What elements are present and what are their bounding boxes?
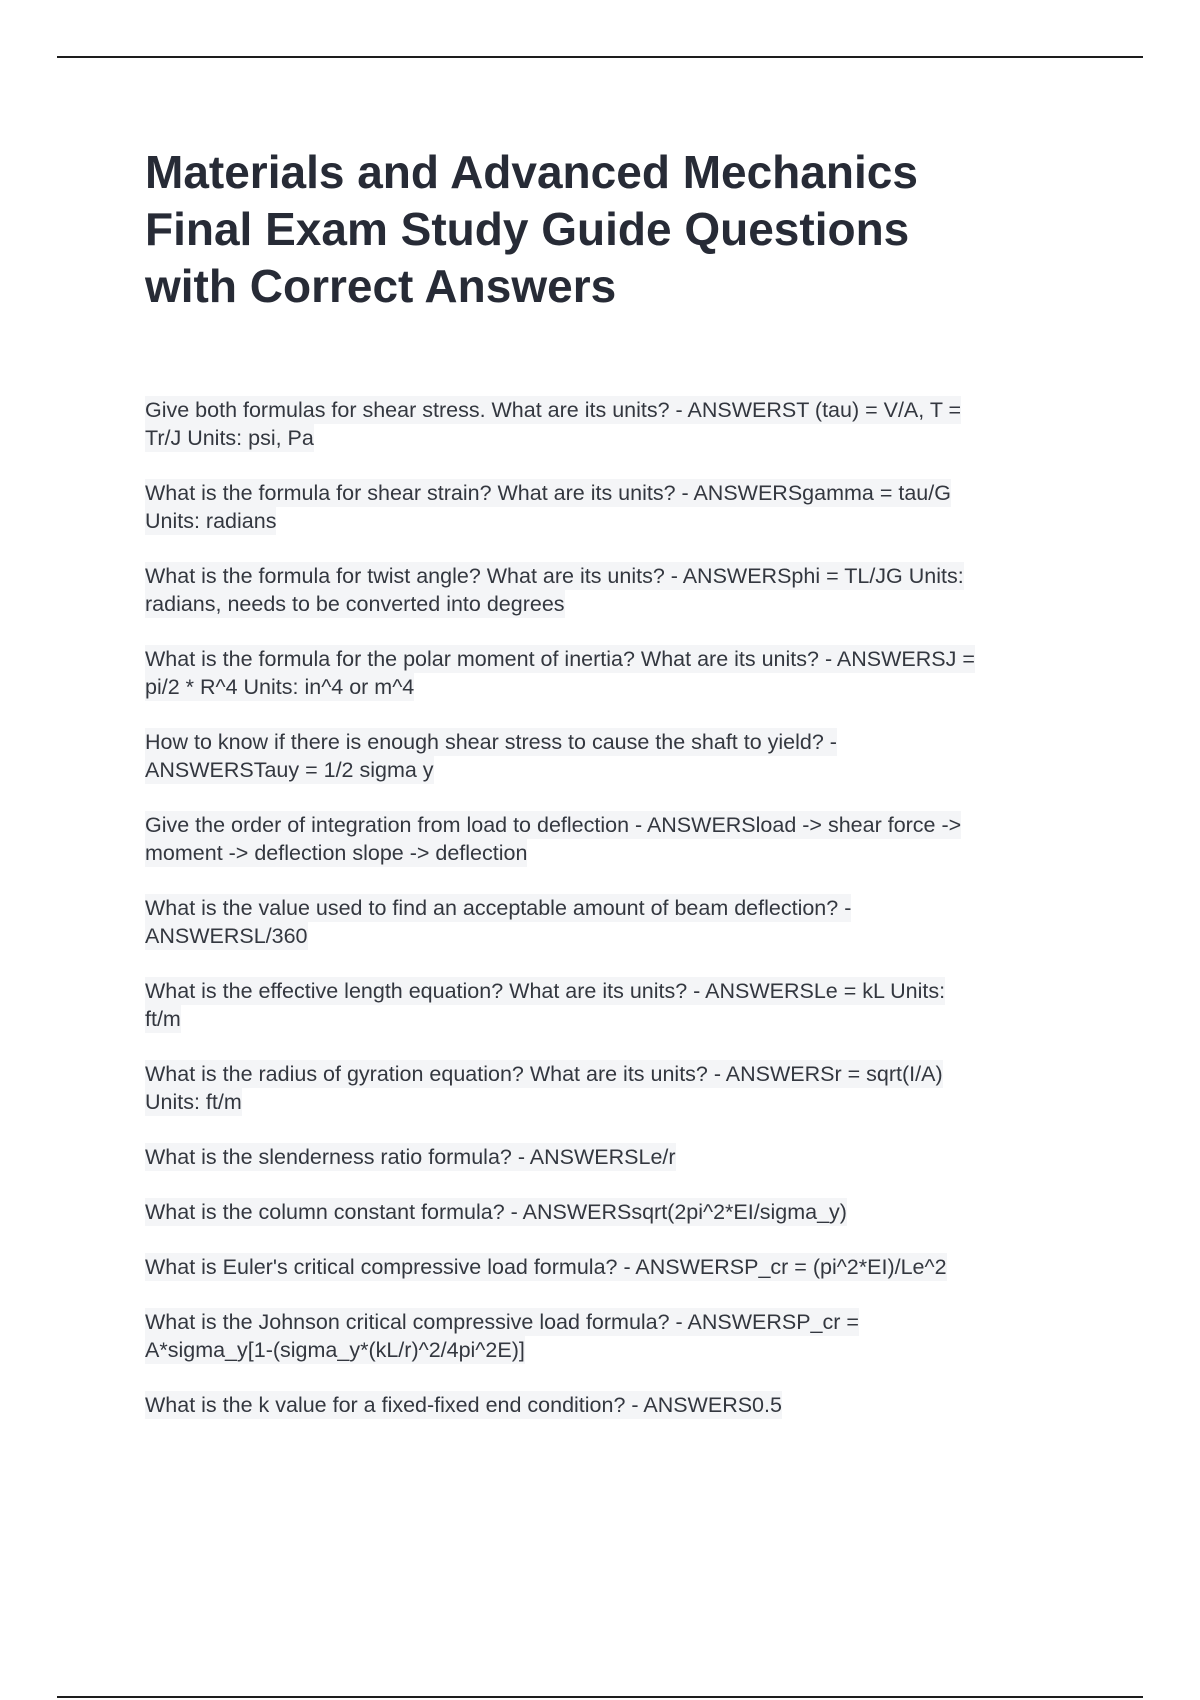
- qa-item: [145, 811, 1105, 867]
- page-title: [145, 144, 1045, 315]
- qa-line: Units: ft/m: [145, 1090, 242, 1114]
- qa-line: What is the effective length equation? What are its units? - ANSWERSLe = kL Units:: [145, 979, 946, 1003]
- qa-line: pi/2 * R^4 Units: in^4 or m^4: [145, 675, 415, 699]
- qa-item: [145, 645, 1105, 701]
- qa-line: What is the k value for a fixed-fixed end condition? - ANSWERS0.5: [145, 1393, 782, 1417]
- top-divider: [57, 56, 1143, 58]
- qa-line: Give the order of integration from load to deflection - ANSWERSload -> shear force ->: [145, 813, 962, 837]
- qa-item: [145, 1143, 1105, 1171]
- qa-item: [145, 562, 1105, 618]
- qa-item: [145, 479, 1105, 535]
- qa-line: ft/m: [145, 1007, 181, 1031]
- bottom-divider: [57, 1696, 1143, 1698]
- title-line: Final Exam Study Guide Questions: [145, 203, 910, 255]
- qa-line: What is the formula for twist angle? What are its units? - ANSWERSphi = TL/JG Units:: [145, 564, 964, 588]
- qa-item: [145, 1060, 1105, 1116]
- qa-line: How to know if there is enough shear stress to cause the shaft to yield? -: [145, 730, 837, 754]
- qa-list: [145, 396, 1105, 1446]
- qa-item: [145, 1308, 1105, 1364]
- qa-line: What is the formula for the polar moment of inertia? What are its units? - ANSWERSJ =: [145, 647, 975, 671]
- qa-item: [145, 1391, 1105, 1419]
- title-line: with Correct Answers: [145, 260, 617, 312]
- qa-line: What is the value used to find an acceptable amount of beam deflection? -: [145, 896, 852, 920]
- qa-line: What is the formula for shear strain? What are its units? - ANSWERSgamma = tau/G: [145, 481, 951, 505]
- title-line: Materials and Advanced Mechanics: [145, 146, 918, 198]
- qa-item: [145, 1253, 1105, 1281]
- qa-line: A*sigma_y[1-(sigma_y*(kL/r)^2/4pi^2E)]: [145, 1338, 525, 1362]
- qa-item: [145, 977, 1105, 1033]
- qa-line: Tr/J Units: psi, Pa: [145, 426, 314, 450]
- qa-item: [145, 894, 1105, 950]
- qa-line: What is the column constant formula? - ANSWERSsqrt(2pi^2*EI/sigma_y): [145, 1200, 847, 1224]
- qa-line: Units: radians: [145, 509, 277, 533]
- qa-line: ANSWERSTauy = 1/2 sigma y: [145, 758, 434, 782]
- qa-line: What is the radius of gyration equation? What are its units? - ANSWERSr = sqrt(I/A): [145, 1062, 943, 1086]
- qa-item: [145, 1198, 1105, 1226]
- qa-line: What is the slenderness ratio formula? - ANSWERSLe/r: [145, 1145, 676, 1169]
- qa-line: moment -> deflection slope -> deflection: [145, 841, 528, 865]
- qa-item: [145, 728, 1105, 784]
- qa-line: ANSWERSL/360: [145, 924, 308, 948]
- qa-line: What is Euler's critical compressive load formula? - ANSWERSP_cr = (pi^2*EI)/Le^2: [145, 1255, 947, 1279]
- qa-line: Give both formulas for shear stress. What are its units? - ANSWERST (tau) = V/A, T =: [145, 398, 962, 422]
- qa-item: [145, 396, 1105, 452]
- qa-line: radians, needs to be converted into degrees: [145, 592, 565, 616]
- qa-line: What is the Johnson critical compressive load formula? - ANSWERSP_cr =: [145, 1310, 859, 1334]
